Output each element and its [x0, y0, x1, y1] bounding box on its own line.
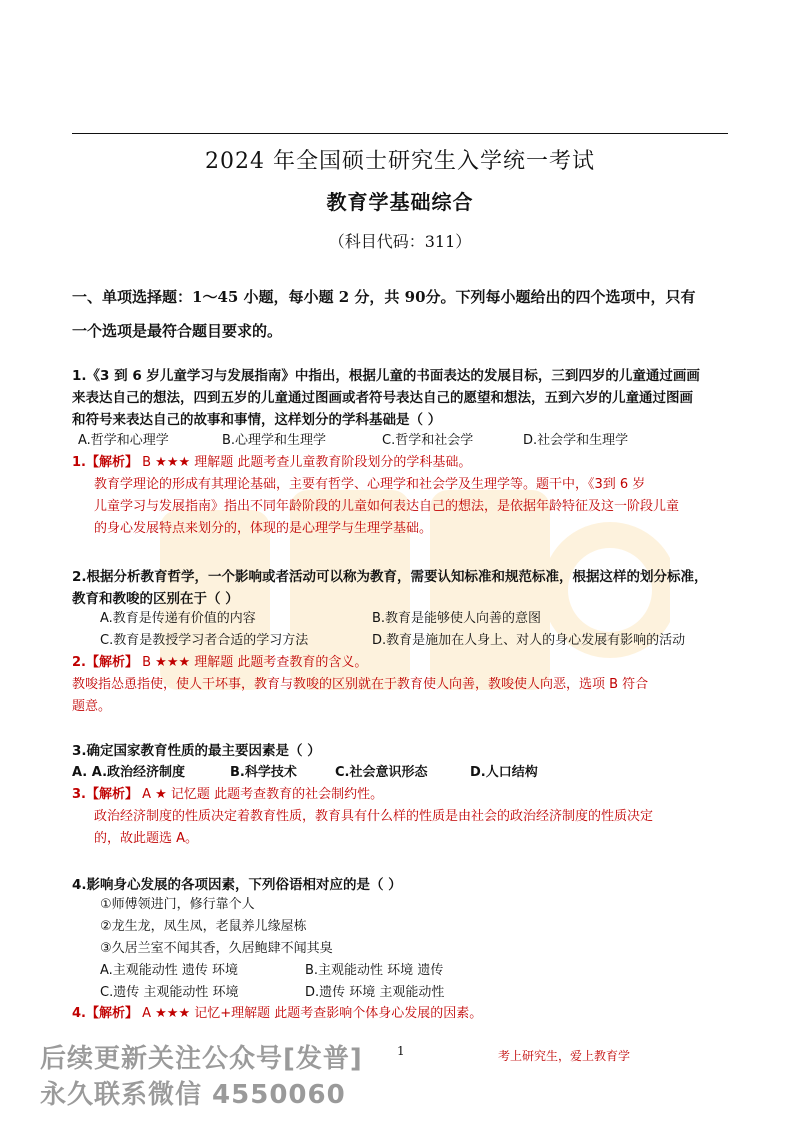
q3-option-c: C.社会意识形态: [335, 765, 428, 780]
q1-explanation-line2: 儿童学习与发展指南》指出不同年龄阶段的儿童如何表达自己的想法，是依据年龄特征及这一阶段儿童: [94, 499, 680, 514]
q4-item-3: ③久居兰室不闻其香，久居鲍肆不闻其臭: [100, 941, 333, 956]
q3-explanation-line2: 的，故此题选 A。: [94, 831, 199, 846]
q1-option-d: D.社会学和生理学: [523, 433, 629, 448]
q3-option-b: B.科学技术: [230, 765, 297, 780]
q2-answer: [72, 652, 367, 674]
q1-stem-line2: 来表达自己的想法，四到五岁的儿童通过图画或者符号表达自己的愿望和想法，五到六岁的儿童通过图画: [72, 390, 693, 406]
q3-option-d: D.人口结构: [470, 765, 538, 780]
q1-stem-line3: 和符号来表达自己的故事和事情，这样划分的学科基础是（ ）: [72, 412, 442, 428]
q2-option-d: D.教育是施加在人身上、对人的身心发展有影响的活动: [372, 633, 686, 648]
q1-answer-text: B ★★★ 理解题 此题考查儿童教育阶段划分的学科基础。: [142, 455, 472, 470]
q3-option-a: A. A.政治经济制度: [72, 765, 186, 780]
q1-explanation-line1: 教育学理论的形成有其理论基础，主要有哲学、心理学和社会学及生理学等。题干中，《3到 6 岁: [94, 477, 646, 492]
header-rule: [72, 133, 728, 134]
q2-stem-line1: 2.根据分析教育哲学，一个影响或者活动可以称为教育，需要认知标准和规范标准，根据这样的划分标准，: [72, 569, 708, 585]
q2-answer-tag: 2.【解析】: [72, 655, 138, 670]
q2-explanation-line1: 教唆指怂恿指使，使人干坏事，教育与教唆的区别就在于教育使人向善，教唆使人向恶，选项 B 符合: [72, 677, 649, 692]
subject-code: （科目代码：311）: [328, 232, 472, 251]
q1-option-b: B.心理学和生理学: [222, 433, 327, 448]
q3-answer-tag: 3.【解析】: [72, 787, 138, 802]
q4-answer: [72, 1003, 482, 1025]
q2-option-b: B.教育是能够使人向善的意图: [372, 611, 542, 626]
q4-answer-tag: 4.【解析】: [72, 1006, 138, 1021]
q2-option-a: A.教育是传递有价值的内容: [100, 611, 256, 626]
footer-watermark-line2: 永久联系微信 4550060: [40, 1080, 346, 1110]
q3-answer: [72, 784, 383, 806]
section-heading-line2: 一个选项是最符合题目要求的。: [72, 322, 283, 340]
q3-answer-text: A ★ 记忆题 此题考查教育的社会制约性。: [142, 787, 384, 802]
q1-option-c: C.哲学和社会学: [382, 433, 474, 448]
q4-option-d: D.遗传 环境 主观能动性: [305, 985, 445, 1000]
q2-stem-line2: 教育和教唆的区别在于（ ）: [72, 591, 239, 607]
q4-answer-text: A ★★★ 记忆+理解题 此题考查影响个体身心发展的因素。: [142, 1006, 483, 1021]
q4-option-b: B.主观能动性 环境 遗传: [305, 963, 444, 978]
q3-explanation-line1: 政治经济制度的性质决定着教育性质，教育具有什么样的性质是由社会的政治经济制度的性质决定: [94, 809, 654, 824]
section-heading-line1: 一、单项选择题：1～45 小题，每小题 2 分，共 90分。下列每小题给出的四个选项中，只有: [72, 288, 696, 306]
q4-option-c: C.遗传 主观能动性 环境: [100, 985, 239, 1000]
q2-option-c: C.教育是教授学习者合适的学习方法: [100, 633, 309, 648]
subject-title: 教育学基础综合: [326, 190, 474, 214]
q1-explanation-line3: 的身心发展特点来划分的，体现的是心理学与生理学基础。: [94, 521, 433, 536]
q1-option-a: A.哲学和心理学: [78, 433, 169, 448]
q1-stem-line1: 1.《3 到 6 岁儿童学习与发展指南》中指出，根据儿童的书面表达的发展目标，三到四岁的儿童通过画画: [72, 368, 700, 384]
q4-item-2: ②龙生龙，凤生凤，老鼠养儿缘屋栋: [100, 919, 307, 934]
q2-answer-text: B ★★★ 理解题 此题考查教育的含义。: [142, 655, 368, 670]
footer-watermark-line1: 后续更新关注公众号[发普]: [40, 1044, 363, 1074]
page-number: 1: [397, 1044, 405, 1058]
q1-answer: [72, 452, 471, 474]
q1-answer-tag: 1.【解析】: [72, 455, 138, 470]
q2-explanation-line2: 题意。: [72, 699, 112, 714]
exam-title: 2024 年全国硕士研究生入学统一考试: [205, 149, 595, 174]
q4-item-1: ①师傅领进门，修行靠个人: [100, 897, 255, 912]
q4-stem-line1: 4.影响身心发展的各项因素，下列俗语相对应的是（ ）: [72, 877, 402, 893]
q3-stem-line1: 3.确定国家教育性质的最主要因素是（ ）: [72, 743, 321, 759]
footer-slogan: 考上研究生，爱上教育学: [498, 1049, 631, 1063]
q4-option-a: A.主观能动性 遗传 环境: [100, 963, 239, 978]
